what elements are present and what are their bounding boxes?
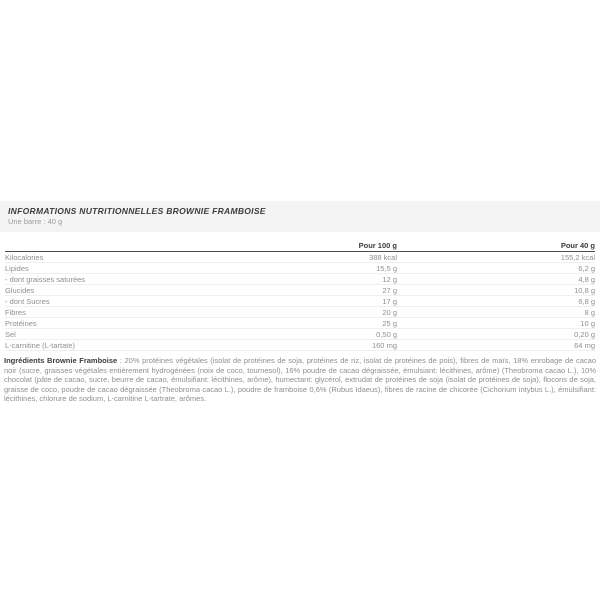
row-label: Protéines: [5, 318, 37, 328]
value-per100g: 17 g: [382, 296, 397, 306]
ingredients-title: Ingrédients Brownie Framboise: [4, 356, 118, 365]
column-header-per40g: Pour 40 g: [560, 241, 595, 250]
value-per100g: 160 mg: [371, 340, 397, 350]
value-per40g: 64 mg: [574, 340, 595, 350]
ingredients-text: : 20% protéines végétales (isolat de protéines de soja, protéines de riz, isolat de protéines de pois), fibres de maïs, 18% enrobage de cacao noir (sucre, graisses végétales entièrement hydrogénées (noix de coco, tournesol), 16% poudre de cacao dégraissée, émulsiant: lécithines, arôme) (Theobroma cacao L.), 10% chocolat (pâte de cacao, sucre, beurre de cacao, émulsifiant: lécithines, arôme), humectant: glycérol, extrudat de protéines de soja (isolat de protéines de soja), flocons de soja, graisse de coco, poudre de cacao dégraissée (Theobroma cacao L.), poudre de framboise 0,6% (Rubus Idaeus), fibres de racine de chicorée (Cichorium intybus L.), émulsifiant: lécithines, chlorure de sodium, L-carnitine L-tartrate, arômes.: [4, 356, 596, 404]
table-header-row: [5, 240, 595, 252]
value-per100g: 388 kcal: [369, 252, 397, 262]
table-row: [5, 318, 595, 329]
table-row: [5, 252, 595, 263]
nutrition-section: [0, 201, 600, 404]
serving-size: Une barre : 40 g: [8, 217, 63, 226]
value-per100g: 20 g: [382, 307, 397, 317]
value-per40g: 10 g: [580, 318, 595, 328]
row-label: Lipides: [5, 263, 29, 273]
row-label: Glucides: [5, 285, 35, 295]
value-per100g: 0,50 g: [376, 329, 397, 339]
value-per100g: 25 g: [382, 318, 397, 328]
table-row: [5, 274, 595, 285]
page-title: INFORMATIONS NUTRITIONNELLES BROWNIE FRAMBOISE: [8, 206, 266, 216]
value-per40g: 4,8 g: [578, 274, 595, 284]
value-per100g: 12 g: [382, 274, 397, 284]
row-label: Sel: [5, 329, 16, 339]
value-per100g: 27 g: [382, 285, 397, 295]
ingredients-paragraph: [0, 356, 600, 404]
row-label: Kilocalories: [5, 252, 44, 262]
value-per100g: 15,5 g: [376, 263, 397, 273]
table-row: [5, 263, 595, 274]
nutrition-table: [0, 240, 600, 351]
row-label: Fibres: [5, 307, 26, 317]
value-per40g: 10,8 g: [574, 285, 595, 295]
value-per40g: 8 g: [584, 307, 595, 317]
table-row: [5, 307, 595, 318]
header-band: [0, 201, 600, 232]
table-row: [5, 329, 595, 340]
value-per40g: 155,2 kcal: [560, 252, 595, 262]
value-per40g: 6,8 g: [578, 296, 595, 306]
table-row: [5, 296, 595, 307]
column-header-per100g: Pour 100 g: [358, 241, 397, 250]
row-label: L-carnitine (L-tartate): [5, 340, 76, 350]
table-row: [5, 285, 595, 296]
value-per40g: 0,20 g: [574, 329, 595, 339]
row-label: - dont Sucres: [5, 296, 50, 306]
value-per40g: 6,2 g: [578, 263, 595, 273]
table-row: [5, 340, 595, 351]
row-label: - dont graisses saturées: [5, 274, 86, 284]
